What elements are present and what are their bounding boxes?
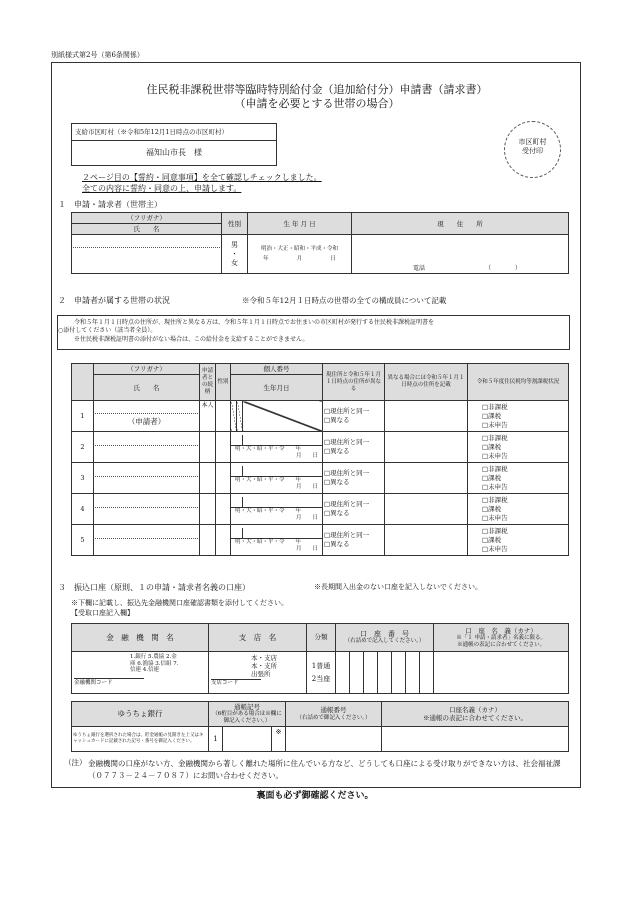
- yucho-num-header: 通帳番号 （右詰めで御記入ください。）: [286, 702, 382, 727]
- hh-furigana-header: （フリガナ）: [94, 364, 200, 375]
- yucho-holder-cell[interactable]: [382, 726, 569, 751]
- hh-tax-check[interactable]: □非課税 □課税 □未申告: [468, 494, 569, 525]
- bank-holder-header: 口 座 名 義（カナ） ※「１ 申請・請求者」名義に限る。 ※通帳の表記に合わせてください。: [434, 624, 569, 652]
- footer-note-label: （注）: [64, 758, 87, 767]
- hh-relation-header: 申請者との続柄: [200, 364, 216, 401]
- municipality-label: 支給市区町村（※令和5年12月1日時点の市区町村）: [72, 124, 276, 141]
- table-row: 2 明・大・昭・平・令 年 月 日 □現住所と同一 □異なる □非課税 □課税 □未申告: [72, 432, 569, 463]
- hh-addr-same-header: 現住所と令和５年１月１日時点の住所が異なる: [323, 364, 385, 401]
- bank-inst-cell[interactable]: 1.銀行 5.農協 2.金庫 6.漁協 3.信組 7.信連 4.信連 金融機関コード: [72, 652, 209, 694]
- confirm-text-2: 全ての内容に誓約・同意の上、申請します。: [82, 184, 242, 193]
- yucho-note: ゆうちょ銀行を選択された場合は、貯金通帳の見開き左上又はキャッシュカードに記載された記号・番号を御記入ください。: [72, 726, 209, 751]
- yucho-kigo-header: 通帳記号 （6桁目がある場合は※欄に御記入ください。）: [209, 702, 286, 727]
- furigana-header: （フリガナ）: [72, 213, 222, 224]
- municipality-value: 福知山市長 様: [146, 148, 202, 157]
- hh-tax-check[interactable]: □非課税 □課税 □未申告: [468, 401, 569, 432]
- section2-title: ２ 申請者が属する世帯の状況: [58, 296, 170, 305]
- bank-type-header: 分類: [307, 624, 336, 652]
- hh-addr-check[interactable]: □現住所と同一 □異なる: [323, 525, 385, 556]
- dob-header: 生 年 月 日: [248, 213, 352, 235]
- table-row: 5 明・大・昭・平・令 年 月 日 □現住所と同一 □異なる □非課税 □課税 □未申告: [72, 525, 569, 556]
- section3-label: 【受取口座記入欄】: [71, 609, 134, 617]
- footer-reminder: 裏面も必ず御確認ください。: [256, 791, 374, 801]
- yucho-holder-header: 口座名義（カナ） ※通帳の表記に合わせてください。: [382, 702, 569, 727]
- table-row: 3 明・大・昭・平・令 年 月 日 □現住所と同一 □異なる □非課税 □課税 □未申告: [72, 463, 569, 494]
- confirm-text-1: ２ページ目の【誓約・同意事項】を全て確認しチェックしました。: [82, 173, 322, 182]
- yucho-num-cell[interactable]: [286, 726, 382, 751]
- applicant-table: [71, 212, 569, 274]
- title: 住民税非課税世帯等臨時特別給付金（追加給付分）申請書（請求書）: [146, 83, 488, 96]
- hh-tax-check[interactable]: □非課税 □課税 □未申告: [468, 432, 569, 463]
- hh-addr-check[interactable]: □現住所と同一 □異なる: [323, 401, 385, 432]
- hh-tax-check[interactable]: □非課税 □課税 □未申告: [468, 525, 569, 556]
- hh-name-cell[interactable]: [94, 494, 200, 525]
- applicant-name-cell[interactable]: [72, 235, 222, 274]
- bank-branch-cell[interactable]: 本・支店 本・支所 出張所 支店コード: [209, 652, 307, 694]
- bank-num-header: 口 座 番 号 （右詰めで記入してください。）: [336, 624, 434, 652]
- section2-notice-box: 令和５年１月１日時点の住所が、現住所と異なる方は、令和５年１月１日時点でお住まいの市区町村が発行する住民税非課税証明書を ○添付してください（該当者全員）。 ※住民税非課税証明書の添付がない場合は、この給付金を支給することができません。: [57, 315, 570, 350]
- table-row: 4 明・大・昭・平・令 年 月 日 □現住所と同一 □異なる □非課税 □課税 □未申告: [72, 494, 569, 525]
- bank-type-cell[interactable]: 1普通 2当座: [307, 652, 336, 694]
- hh-addr-check[interactable]: □現住所と同一 □異なる: [323, 463, 385, 494]
- bank-holder-cell[interactable]: [434, 652, 569, 694]
- section3-sub: ※下欄に記載し、振込先金融機関口座確認書類を添付してください。: [71, 599, 288, 607]
- yucho-one: 1: [209, 726, 223, 751]
- bank-table: [71, 623, 569, 694]
- table-row: 1 （申請者） 本人 □現住所と同一 □異なる □非課税 □課税 □未申告: [72, 401, 569, 432]
- hh-addr-diff-header: 異なる場合には令和５年１月１日時点の住所を記載: [385, 364, 468, 401]
- hh-dob-header: 生年月日: [231, 375, 323, 401]
- yucho-table: [71, 701, 569, 752]
- hh-tax-check[interactable]: □非課税 □課税 □未申告: [468, 463, 569, 494]
- name-header: 氏 名: [72, 224, 222, 235]
- sex-cell[interactable]: 男 ・ 女: [222, 235, 248, 274]
- hh-sex-header: 性別: [216, 364, 231, 401]
- hh-name-cell[interactable]: [94, 463, 200, 494]
- hh-addr-check[interactable]: □現住所と同一 □異なる: [323, 494, 385, 525]
- hh-name-cell[interactable]: （申請者）: [94, 401, 200, 432]
- hh-addr-check[interactable]: □現住所と同一 □異なる: [323, 432, 385, 463]
- yucho-mark[interactable]: ※: [272, 726, 286, 751]
- yucho-name: ゆうちょ銀行: [72, 702, 209, 727]
- section2-note: ※令和５年12月１日時点の世帯の全ての構成員について記載: [242, 296, 447, 305]
- hh-name-cell[interactable]: [94, 525, 200, 556]
- section3-title: ３ 振込口座（原則、１の申請・請求者名義の口座）: [58, 583, 250, 592]
- form-number: 別紙様式第2号（第6条関係）: [51, 51, 144, 59]
- municipality-box: [71, 123, 277, 166]
- hh-tax-header: 令和５年度住民税均等割課税状況: [468, 364, 569, 401]
- address-cell[interactable]: 電話 （ ）: [352, 235, 569, 274]
- bank-inst-header: 金 融 機 関 名: [72, 624, 209, 652]
- hh-name-cell[interactable]: [94, 432, 200, 463]
- dob-cell[interactable]: 明治・大正・昭和・平成・令和 年 月 日: [248, 235, 352, 274]
- hh-mynumber-header: 個人番号: [231, 364, 323, 375]
- address-header: 現 住 所: [352, 213, 569, 235]
- section3-note: ※長期間入出金のない口座を記入しないでください。: [314, 583, 482, 591]
- subtitle: （申請を必要とする世帯の場合）: [234, 97, 400, 110]
- form-document: [51, 62, 581, 788]
- sex-header: 性別: [222, 213, 248, 235]
- yucho-kigo-cell[interactable]: [223, 726, 272, 751]
- section1-title: １ 申請・請求者（世帯主）: [58, 200, 162, 209]
- bank-branch-header: 支 店 名: [209, 624, 307, 652]
- household-table: [71, 363, 569, 556]
- footer-note: 金融機関の口座がない方、金融機関から著しく離れた場所に住んでいる方など、どうしても口座による受け取りができない方は、社会福祉課（０７７３－２４－７０８７）にお問い合わせください。: [88, 759, 561, 780]
- reception-stamp: 市区町村 受付印: [504, 121, 561, 178]
- hh-name-header: 氏 名: [94, 375, 200, 401]
